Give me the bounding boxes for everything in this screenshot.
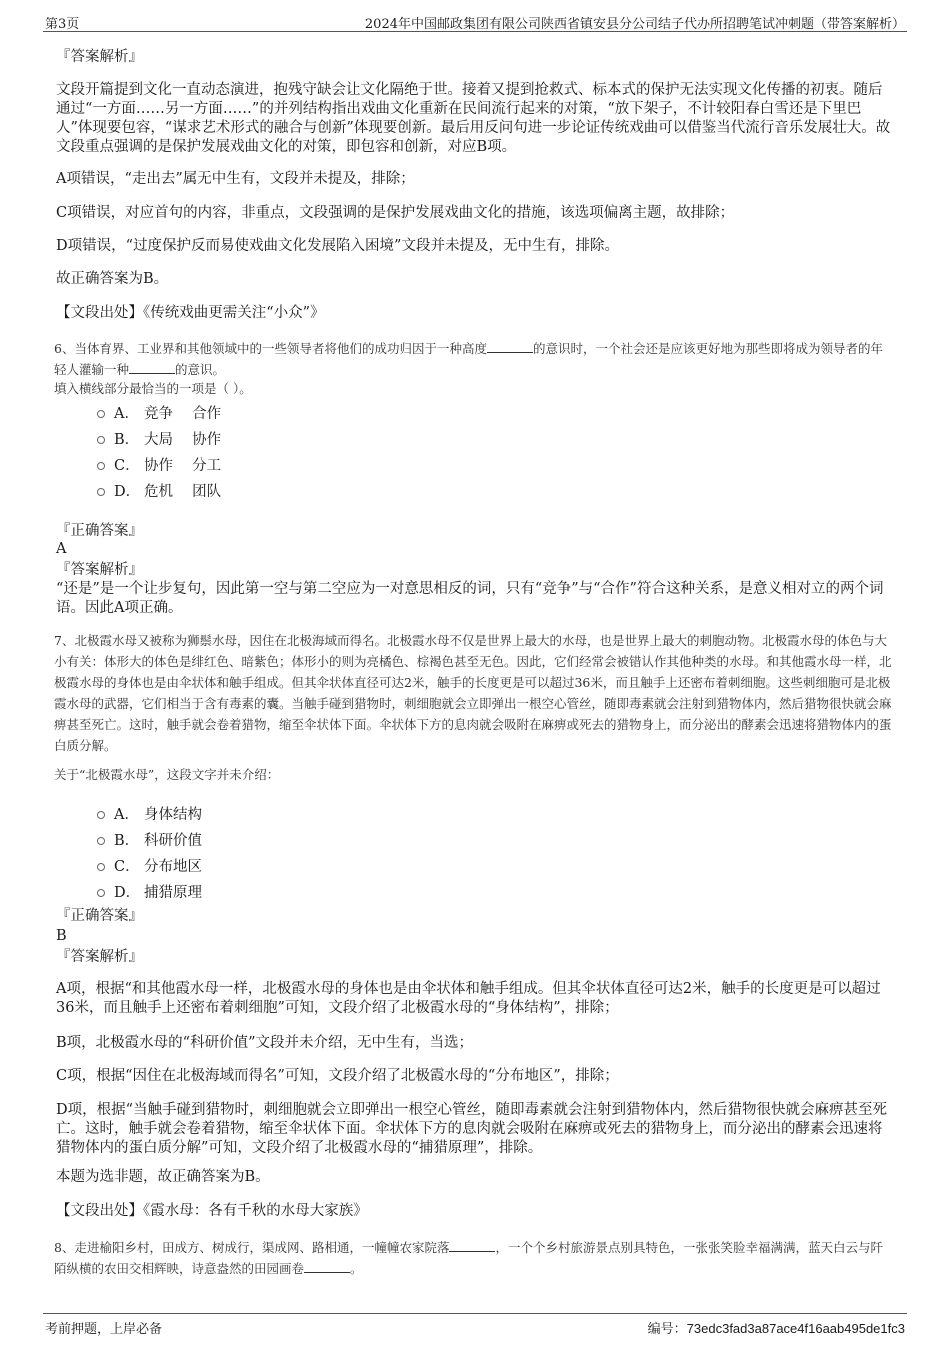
q6-answer: A: [56, 541, 67, 557]
document-title: 2024年中国邮政集团有限公司陕西省镇安县分公司结子代办所招聘笔试冲刺题（带答案解析）: [364, 17, 905, 32]
q5-source: 【文段出处】《传统戏曲更需关注“小众”》: [56, 305, 325, 321]
q5-option-c-note: C项错误，对应首句的内容，非重点，文段强调的是保护发展戏曲文化的措施，该选项偏离主题，故排除；: [56, 205, 735, 221]
radio-icon[interactable]: [97, 811, 105, 819]
q7-analysis-label: 『答案解析』: [56, 949, 143, 965]
answer-blank: [449, 1239, 495, 1252]
document-code: 编号：73edc3fad3a87ace4f16aab495de1fc3: [647, 1321, 905, 1336]
q7-answer: B: [56, 928, 67, 944]
q5-option-a-note: A项错误，“走出去”属无中生有，文段并未提及，排除；: [56, 171, 415, 187]
q6-analysis-text: “还是”是一个让步复句，因此第一空与第二空应为一对意思相反的词，只有“竞争”与“合作”符合这种关系，是意义相对立的两个词语。因此A项正确。: [56, 581, 884, 616]
q5-conclusion: 故正确答案为B。: [56, 271, 169, 287]
answer-blank: [129, 361, 175, 374]
q7-answer-label: 『正确答案』: [56, 908, 143, 924]
page-header: [43, 11, 907, 32]
radio-icon[interactable]: [97, 837, 105, 845]
q6-option-a[interactable]: A． 竞争 合作: [97, 402, 221, 423]
answer-blank: [487, 340, 533, 353]
q7-option-a-note: A项，根据“和其他霞水母一样，北极霞水母的身体也是由伞状体和触手组成。但其伞状体直径可达2米，触手的长度更是可以超过36米，而且触手上还密布着刺细胞”可知，文段介绍了北极霞水母的“身体结构”，排除；: [56, 981, 881, 1016]
q7-option-b-note: B项，北极霞水母的“科研价值”文段并未介绍，无中生有，当选；: [56, 1035, 473, 1051]
q7-stem: 7、北极霞水母又被称为狮鬃水母，因住在北极海域而得名。北极霞水母不仅是世界上最大的水母，也是世界上最大的刺胞动物。北极霞水母的体色与大小有关：体形大的体色是绯红色、暗紫色；体形小的则为亮橘色、棕褐色甚至无色。因此，它们经常会被错认作其他种类的水母。和其他霞水母一样，北极霞水母的身体也是由伞状体和触手组成。但其伞状体直径可达2米，触手的长度更是可以超过36米，而且触手上还密布着刺细胞。这些刺细胞可是北极霞水母的武器，它们相当于含有毒素的囊。当触手碰到猎物时，刺细胞就会立即弹出一根空心管丝，随即毒素就会注射到猎物体内，然后猎物很快就会麻痹甚至死亡。这时，触手就会卷着猎物，缩至伞状体下面。伞状体下方的息肉就会吸附在麻痹或死去的猎物身上，而分泌出的酵素会迅速将猎物体内的蛋白质分解。: [54, 633, 892, 753]
q5-analysis-label: 『答案解析』: [56, 49, 143, 65]
q8-stem: 8、走进榆阳乡村，田成方、树成行，渠成网、路相通，一幢幢农家院落 ，一个个乡村旅游景点别具特色，一张张笑脸幸福满满，蓝天白云与阡陌纵横的农田交相辉映，诗意盎然的田园画卷 。: [54, 1240, 883, 1276]
footer-slogan: 考前押题，上岸必备: [45, 1322, 163, 1337]
q7-source: 【文段出处】《霞水母：各有千秋的水母大家族》: [56, 1203, 368, 1219]
q6-option-c[interactable]: C． 协作 分工: [97, 454, 221, 475]
q6-option-d[interactable]: D． 危机 团队: [97, 480, 221, 501]
q6-option-b[interactable]: B． 大局 协作: [97, 428, 221, 449]
radio-icon[interactable]: [97, 462, 105, 470]
page-number: 第3页: [45, 17, 80, 32]
q7-option-c-note: C项，根据“因住在北极海域而得名”可知，文段介绍了北极霞水母的“分布地区”，排除；: [56, 1068, 619, 1084]
radio-icon[interactable]: [97, 410, 105, 418]
q7-option-b[interactable]: B． 科研价值: [97, 829, 202, 850]
q6-prompt: 填入横线部分最恰当的一项是（ ）。: [54, 381, 252, 396]
q7-prompt: 关于“北极霞水母”，这段文字并未介绍：: [54, 767, 280, 782]
q7-option-a[interactable]: A． 身体结构: [97, 803, 202, 824]
q7-conclusion: 本题为选非题，故正确答案为B。: [56, 1169, 270, 1185]
q6-analysis-label: 『答案解析』: [56, 562, 143, 578]
q6-answer-label: 『正确答案』: [56, 523, 143, 539]
q5-analysis-text: 文段开篇提到文化一直动态演进，抱残守缺会让文化隔绝于世。接着又提到抢救式、标本式的保护无法实现文化传播的初衷。随后通过“一方面……另一方面……”的并列结构指出戏曲文化重新在民间流行起来的对策，“放下架子，不计较阳春白雪还是下里巴人”体现要包容，“谋求艺术形式的融合与创新”体现要创新。最后用反问句进一步论证传统戏曲可以借鉴当代流行音乐发展壮大。故文段重点强调的是保护发展戏曲文化的对策，即包容和创新，对应B项。: [56, 82, 891, 155]
q5-option-d-note: D项错误，“过度保护反而易使戏曲文化发展陷入困境”文段并未提及，无中生有，排除。: [56, 238, 619, 254]
answer-blank: [304, 1260, 350, 1273]
radio-icon[interactable]: [97, 436, 105, 444]
q7-option-d[interactable]: D． 捕猎原理: [97, 881, 202, 902]
radio-icon[interactable]: [97, 863, 105, 871]
q7-option-c[interactable]: C． 分布地区: [97, 855, 202, 876]
q7-option-d-note: D项，根据“当触手碰到猎物时，刺细胞就会立即弹出一根空心管丝，随即毒素就会注射到猎物体内，然后猎物很快就会麻痹甚至死亡。这时，触手就会卷着猎物，缩至伞状体下面。伞状体下方的息肉就会吸附在麻痹或死去的猎物身上，而分泌出的酵素会迅速将猎物体内的蛋白质分解”可知，文段介绍了北极霞水母的“捕猎原理”，排除。: [56, 1102, 888, 1156]
q6-stem: 6、当体育界、工业界和其他领域中的一些领导者将他们的成功归因于一种高度 的意识时，一个社会还是应该更好地为那些即将成为领导者的年轻人灌输一种 的意识。: [54, 341, 883, 377]
page-footer: [43, 1313, 907, 1336]
radio-icon[interactable]: [97, 889, 105, 897]
radio-icon[interactable]: [97, 488, 105, 496]
